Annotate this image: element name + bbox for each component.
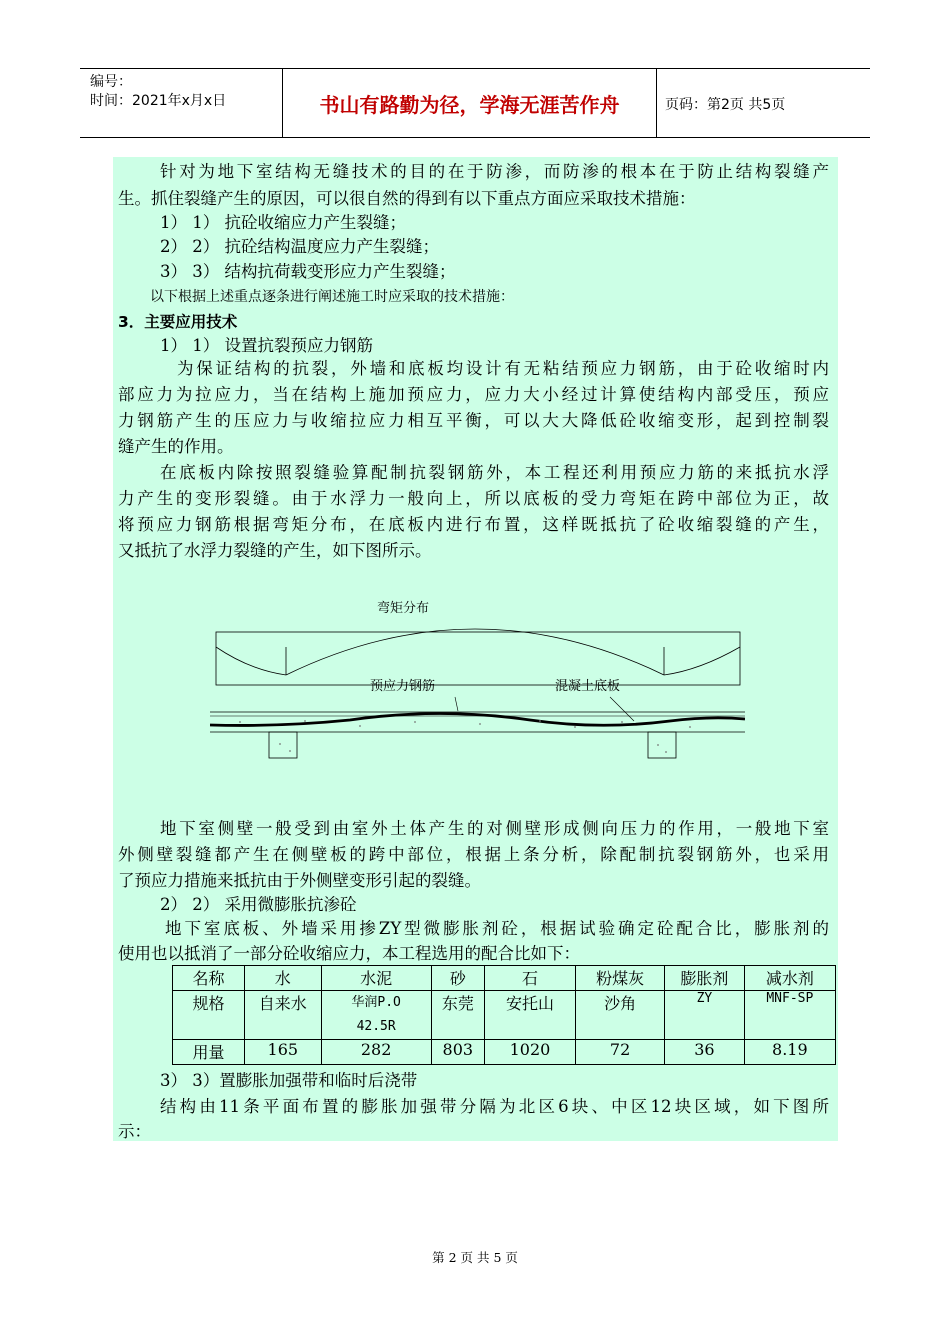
table-cell: 用量 [173,1040,245,1065]
table-cell: 膨胀剂 [665,966,745,991]
header-meta [80,69,283,137]
para1-line-3: 力钢筋产生的压应力与收缩拉应力相互平衡，可以大大降低砼收缩变形，起到控制裂 [118,411,829,430]
para1-line-1: 为保证结构的抗裂，外墙和底板均设计有无粘结预应力钢筋，由于砼收缩时内 [177,359,829,378]
label-concrete-slab: 混凝土底板 [555,679,621,694]
table-cell: 粉煤灰 [576,966,665,991]
table-cell: MNF-SP [744,991,835,1040]
para1-line-4: 缝产生的作用。 [118,437,234,456]
table-cell: ZY [665,991,745,1040]
table-cell: 规格 [173,991,245,1040]
number-label: 编号： [90,74,132,90]
table-cell: 72 [576,1040,665,1065]
page-footer: 第 2 页 共 5 页 [432,1250,518,1265]
measure-1: 1） 1） 抗砼收缩应力产生裂缝； [160,213,406,232]
date-label: 时间：2021年x月x日 [90,93,227,109]
sub1-title: 1） 1） 设置抗裂预应力钢筋 [160,336,373,355]
section-3-title: 3．主要应用技术 [118,313,238,331]
label-moment-distribution: 弯矩分布 [377,601,430,616]
para2-line-4: 又抵抗了水浮力裂缝的产生，如下图所示。 [118,541,432,560]
table-cell: 282 [321,1040,431,1065]
table-row-amount [173,1040,836,1065]
table-cell: 36 [665,1040,745,1065]
table-cell: 名称 [173,966,245,991]
moment-diagram-drawing [210,595,745,770]
table-cell: 1020 [484,1040,575,1065]
header-motto: 书山有路勤为径，学海无涯苦作舟 [283,69,657,137]
para2-line-3: 将预应力钢筋根据弯矩分布，在底板内进行布置，这样既抵抗了砼收缩裂缝的产生， [118,515,829,534]
table-cell-cement-spec [321,991,431,1040]
table-cell: 安托山 [484,991,575,1040]
table-cell: 减水剂 [744,966,835,991]
table-cell: 东莞 [431,991,484,1040]
intro-line-1: 针对为地下室结构无缝技术的目的在于防渗，而防渗的根本在于防止结构裂缝产 [160,162,829,181]
header-page-label: 页码：第2页 共5页 [665,97,786,113]
para3-line-3: 了预应力措施来抵抗由于外侧壁变形引起的裂缝。 [118,871,481,890]
para4-line-1: 地下室底板、外墙采用掺ZY型微膨胀剂砼，根据试验确定砼配合比，膨胀剂的 [165,919,829,938]
para2-line-2: 力产生的变形裂缝。由于水浮力一般向上，所以底板的受力弯矩在跨中部位为正，故 [118,489,829,508]
table-cell: 165 [245,1040,321,1065]
sub2-title: 2） 2） 采用微膨胀抗渗砼 [160,895,357,914]
cement-spec-line-1: 华润P.O [351,995,401,1010]
table-row-spec [173,991,836,1040]
intro-line-2: 生。抓住裂缝产生的原因，可以很自然的得到有以下重点方面应采取技术措施： [118,189,696,208]
table-cell: 石 [484,966,575,991]
sub3-title: 3） 3）置膨胀加强带和临时后浇带 [160,1071,418,1090]
para5-line-2: 示： [118,1122,151,1141]
table-cell: 砂 [431,966,484,991]
measure-3: 3） 3） 结构抗荷载变形应力产生裂缝； [160,262,456,281]
moment-diagram [210,595,745,770]
mix-proportion-table [172,965,836,1065]
table-cell: 自来水 [245,991,321,1040]
table-cell: 水泥 [321,966,431,991]
para4-line-2: 使用也以抵消了一部分砼收缩应力，本工程选用的配合比如下： [118,944,580,963]
para1-line-2: 部应力为拉应力，当在结构上施加预应力，应力大小经过计算使结构内部受压，预应 [118,385,829,404]
cement-spec-line-2: 42.5R [356,1019,396,1034]
table-cell: 803 [431,1040,484,1065]
table-row-header [173,966,836,991]
measures-note: 以下根据上述重点逐条进行阐述施工时应采取的技术措施： [150,289,514,305]
table-cell: 8.19 [744,1040,835,1065]
para3-line-1: 地下室侧壁一般受到由室外土体产生的对侧壁形成侧向压力的作用，一般地下室 [160,819,829,838]
measure-2: 2） 2） 抗砼结构温度应力产生裂缝； [160,237,439,256]
table-cell: 沙角 [576,991,665,1040]
table-cell: 水 [245,966,321,991]
para5-line-1: 结构由11条平面布置的膨胀加强带分隔为北区6块、中区12块区域，如下图所 [160,1097,829,1116]
para2-line-1: 在底板内除按照裂缝验算配制抗裂钢筋外，本工程还利用预应力筋的来抵抗水浮 [160,463,829,482]
para3-line-2: 外侧壁裂缝都产生在侧壁板的跨中部位，根据上条分析，除配制抗裂钢筋外，也采用 [118,845,829,864]
page-header [80,68,870,138]
label-prestressed-tendon: 预应力钢筋 [370,679,436,694]
